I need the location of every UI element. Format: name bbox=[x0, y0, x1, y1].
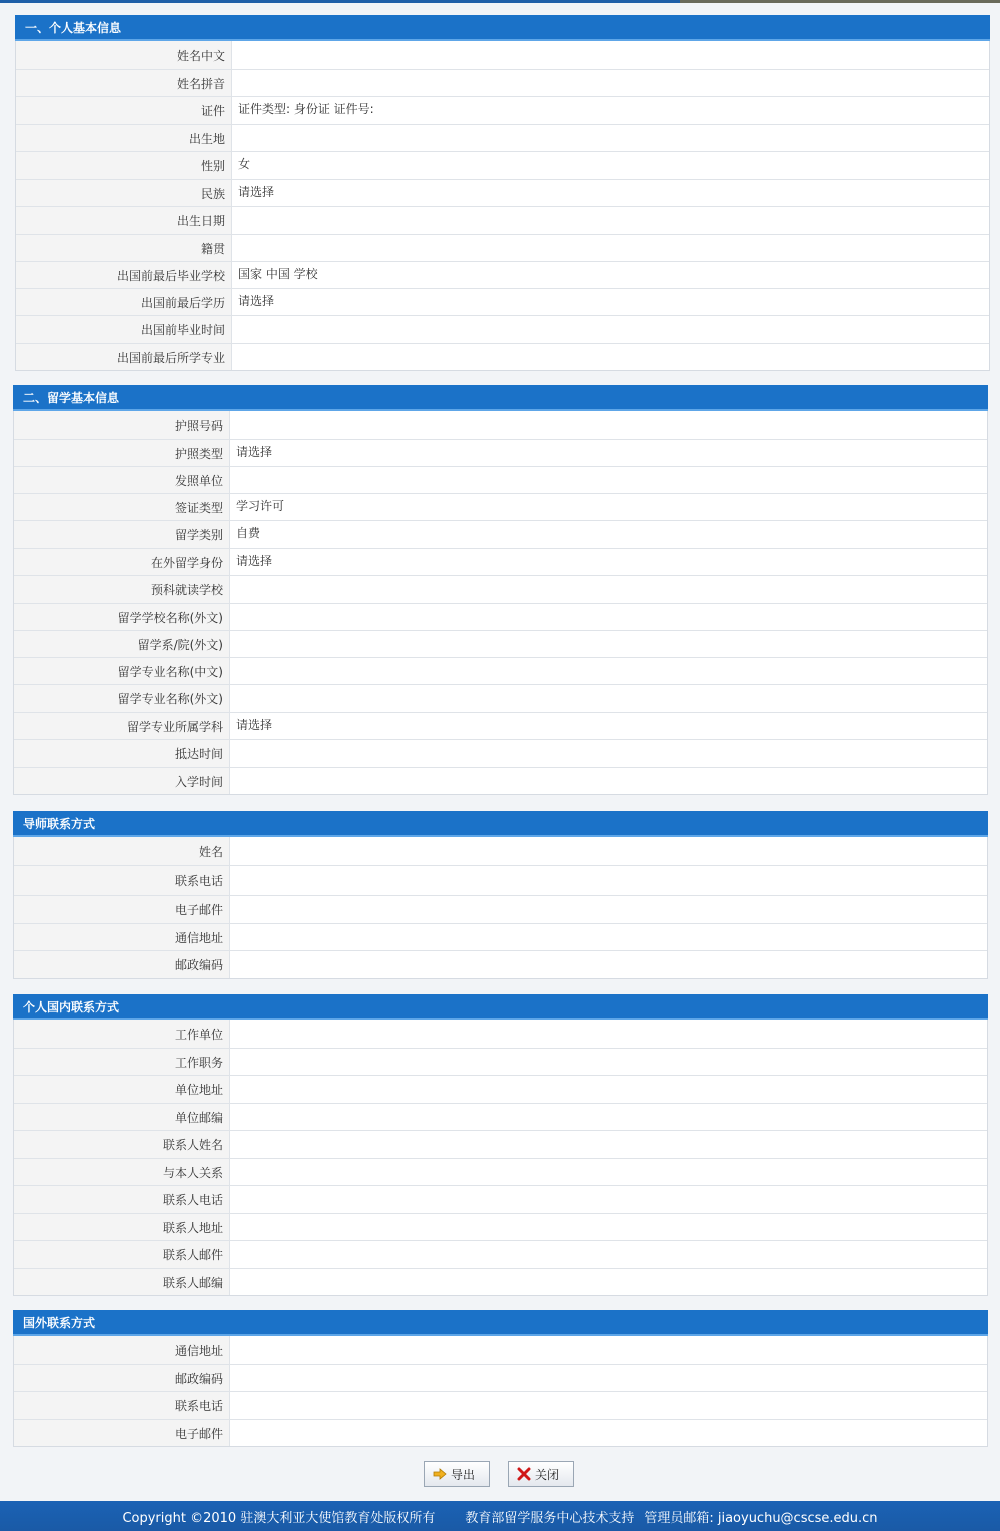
section-title: 二、留学基本信息 bbox=[13, 385, 988, 411]
field-value: 国家 中国 学校 bbox=[232, 262, 989, 288]
field-label: 签证类型 bbox=[14, 494, 230, 520]
field-label: 姓名拼音 bbox=[16, 70, 232, 96]
field-label: 入学时间 bbox=[14, 768, 230, 794]
form-rows bbox=[13, 1336, 988, 1447]
field-label: 邮政编码 bbox=[14, 951, 230, 978]
form-row bbox=[14, 1268, 987, 1295]
field-label: 电子邮件 bbox=[14, 1420, 230, 1446]
form-row bbox=[14, 520, 987, 548]
field-label: 姓名 bbox=[14, 837, 230, 865]
footer bbox=[0, 1501, 1000, 1531]
field-value bbox=[230, 411, 987, 439]
form-row bbox=[14, 575, 987, 603]
field-value bbox=[232, 41, 989, 69]
form-row bbox=[14, 1336, 987, 1364]
field-value bbox=[232, 70, 989, 96]
field-value: 女 bbox=[232, 152, 989, 179]
field-label: 出生地 bbox=[16, 125, 232, 151]
field-value: 请选择 bbox=[232, 289, 989, 315]
field-value bbox=[230, 604, 987, 630]
form-row bbox=[16, 124, 989, 151]
field-value bbox=[230, 896, 987, 923]
field-label: 抵达时间 bbox=[14, 740, 230, 767]
field-value bbox=[230, 1214, 987, 1240]
field-value: 学习许可 bbox=[230, 494, 987, 520]
form-row bbox=[16, 179, 989, 206]
footer-support: 教育部留学服务中心技术支持 bbox=[465, 1510, 635, 1526]
field-value bbox=[230, 1076, 987, 1103]
form-row bbox=[14, 739, 987, 767]
close-x-icon bbox=[517, 1467, 531, 1481]
form-row bbox=[14, 493, 987, 520]
form-row bbox=[14, 684, 987, 712]
form-row bbox=[14, 837, 987, 865]
field-value bbox=[232, 235, 989, 261]
field-label: 护照类型 bbox=[14, 440, 230, 466]
field-value bbox=[230, 866, 987, 895]
form-row bbox=[14, 603, 987, 630]
top-bar bbox=[0, 0, 1000, 3]
field-label: 性别 bbox=[16, 152, 232, 179]
export-button[interactable] bbox=[424, 1461, 490, 1487]
field-value: 请选择 bbox=[232, 180, 989, 206]
field-label: 联系人地址 bbox=[14, 1214, 230, 1240]
field-value: 请选择 bbox=[230, 440, 987, 466]
form-rows bbox=[15, 41, 990, 371]
section-title: 国外联系方式 bbox=[13, 1310, 988, 1336]
form-row bbox=[14, 1103, 987, 1130]
field-label: 联系人邮编 bbox=[14, 1269, 230, 1295]
section-title: 一、个人基本信息 bbox=[15, 15, 990, 41]
field-label: 单位邮编 bbox=[14, 1104, 230, 1130]
field-value: 请选择 bbox=[230, 713, 987, 739]
field-label: 出国前最后毕业学校 bbox=[16, 262, 232, 288]
section-title: 个人国内联系方式 bbox=[13, 994, 988, 1020]
field-label: 出国前最后所学专业 bbox=[16, 344, 232, 370]
field-value: 请选择 bbox=[230, 549, 987, 575]
form-row bbox=[16, 151, 989, 179]
form-row bbox=[16, 234, 989, 261]
form-row bbox=[14, 712, 987, 739]
field-value bbox=[230, 740, 987, 767]
field-label: 护照号码 bbox=[14, 411, 230, 439]
form-row bbox=[14, 439, 987, 466]
field-label: 工作职务 bbox=[14, 1049, 230, 1075]
field-value bbox=[230, 1269, 987, 1295]
field-value bbox=[230, 1104, 987, 1130]
form-row bbox=[14, 1048, 987, 1075]
section-advisor-contact bbox=[13, 811, 988, 979]
field-label: 留学专业名称(外文) bbox=[14, 685, 230, 712]
field-value bbox=[230, 1186, 987, 1213]
field-value bbox=[230, 924, 987, 950]
field-value bbox=[230, 768, 987, 794]
field-value: 自费 bbox=[230, 521, 987, 548]
form-row bbox=[14, 1185, 987, 1213]
field-label: 通信地址 bbox=[14, 924, 230, 950]
field-label: 工作单位 bbox=[14, 1020, 230, 1048]
field-label: 联系人姓名 bbox=[14, 1131, 230, 1158]
field-value bbox=[230, 837, 987, 865]
field-label: 在外留学身份 bbox=[14, 549, 230, 575]
field-value bbox=[230, 658, 987, 684]
field-label: 留学系/院(外文) bbox=[14, 631, 230, 657]
form-row bbox=[14, 1391, 987, 1419]
field-label: 籍贯 bbox=[16, 235, 232, 261]
field-value bbox=[232, 207, 989, 234]
field-label: 预科就读学校 bbox=[14, 576, 230, 603]
arrow-right-icon bbox=[433, 1468, 447, 1480]
field-value bbox=[230, 1020, 987, 1048]
form-row bbox=[16, 96, 989, 124]
form-row bbox=[14, 767, 987, 794]
field-label: 出国前毕业时间 bbox=[16, 316, 232, 343]
form-row bbox=[16, 69, 989, 96]
field-value: 证件类型: 身份证 证件号: bbox=[232, 97, 989, 124]
form-row bbox=[14, 1419, 987, 1446]
field-value bbox=[230, 685, 987, 712]
field-label: 民族 bbox=[16, 180, 232, 206]
footer-copyright: Copyright ©2010 驻澳大利亚大使馆教育处版权所有 bbox=[122, 1510, 436, 1526]
section-domestic-contact bbox=[13, 994, 988, 1296]
field-value bbox=[230, 1049, 987, 1075]
field-label: 发照单位 bbox=[14, 467, 230, 493]
form-row bbox=[14, 466, 987, 493]
form-row bbox=[14, 1240, 987, 1268]
field-label: 联系人邮件 bbox=[14, 1241, 230, 1268]
form-row bbox=[16, 261, 989, 288]
form-row bbox=[16, 41, 989, 69]
field-label: 通信地址 bbox=[14, 1336, 230, 1364]
section-overseas-contact bbox=[13, 1310, 988, 1447]
form-row bbox=[14, 950, 987, 978]
field-label: 联系电话 bbox=[14, 1392, 230, 1419]
form-row bbox=[14, 923, 987, 950]
close-label: 关闭 bbox=[535, 1467, 560, 1482]
field-value bbox=[230, 1420, 987, 1446]
field-value bbox=[230, 1131, 987, 1158]
form-row bbox=[14, 1364, 987, 1391]
field-label: 单位地址 bbox=[14, 1076, 230, 1103]
field-label: 邮政编码 bbox=[14, 1365, 230, 1391]
field-value bbox=[230, 1241, 987, 1268]
field-label: 电子邮件 bbox=[14, 896, 230, 923]
close-button[interactable] bbox=[508, 1461, 574, 1487]
field-label: 姓名中文 bbox=[16, 41, 232, 69]
form-row bbox=[14, 1130, 987, 1158]
section-study-info bbox=[13, 385, 988, 795]
field-value bbox=[230, 951, 987, 978]
field-value bbox=[232, 344, 989, 370]
form-row bbox=[14, 1213, 987, 1240]
form-rows bbox=[13, 837, 988, 979]
field-value bbox=[232, 316, 989, 343]
field-value bbox=[230, 1336, 987, 1364]
field-label: 留学类别 bbox=[14, 521, 230, 548]
export-label: 导出 bbox=[451, 1467, 476, 1482]
field-value bbox=[230, 1392, 987, 1419]
form-row bbox=[14, 1020, 987, 1048]
section-personal-info bbox=[15, 15, 990, 371]
field-label: 留学专业所属学科 bbox=[14, 713, 230, 739]
footer-admin-email[interactable]: 管理员邮箱: jiaoyuchu@cscse.edu.cn bbox=[644, 1510, 878, 1526]
form-row bbox=[14, 895, 987, 923]
form-row bbox=[14, 657, 987, 684]
form-row bbox=[14, 411, 987, 439]
field-value bbox=[230, 467, 987, 493]
form-row bbox=[14, 1075, 987, 1103]
field-label: 出国前最后学历 bbox=[16, 289, 232, 315]
form-rows bbox=[13, 411, 988, 795]
form-row bbox=[14, 548, 987, 575]
field-value bbox=[232, 125, 989, 151]
field-label: 留学学校名称(外文) bbox=[14, 604, 230, 630]
field-label: 与本人关系 bbox=[14, 1159, 230, 1185]
field-label: 留学专业名称(中文) bbox=[14, 658, 230, 684]
field-value bbox=[230, 631, 987, 657]
form-row bbox=[16, 206, 989, 234]
field-label: 联系人电话 bbox=[14, 1186, 230, 1213]
form-rows bbox=[13, 1020, 988, 1296]
field-label: 出生日期 bbox=[16, 207, 232, 234]
section-title: 导师联系方式 bbox=[13, 811, 988, 837]
form-row bbox=[16, 315, 989, 343]
action-buttons bbox=[424, 1461, 574, 1487]
form-row bbox=[16, 288, 989, 315]
field-label: 联系电话 bbox=[14, 866, 230, 895]
form-row bbox=[16, 343, 989, 370]
field-label: 证件 bbox=[16, 97, 232, 124]
form-row bbox=[14, 865, 987, 895]
field-value bbox=[230, 576, 987, 603]
form-row bbox=[14, 630, 987, 657]
field-value bbox=[230, 1159, 987, 1185]
form-row bbox=[14, 1158, 987, 1185]
field-value bbox=[230, 1365, 987, 1391]
